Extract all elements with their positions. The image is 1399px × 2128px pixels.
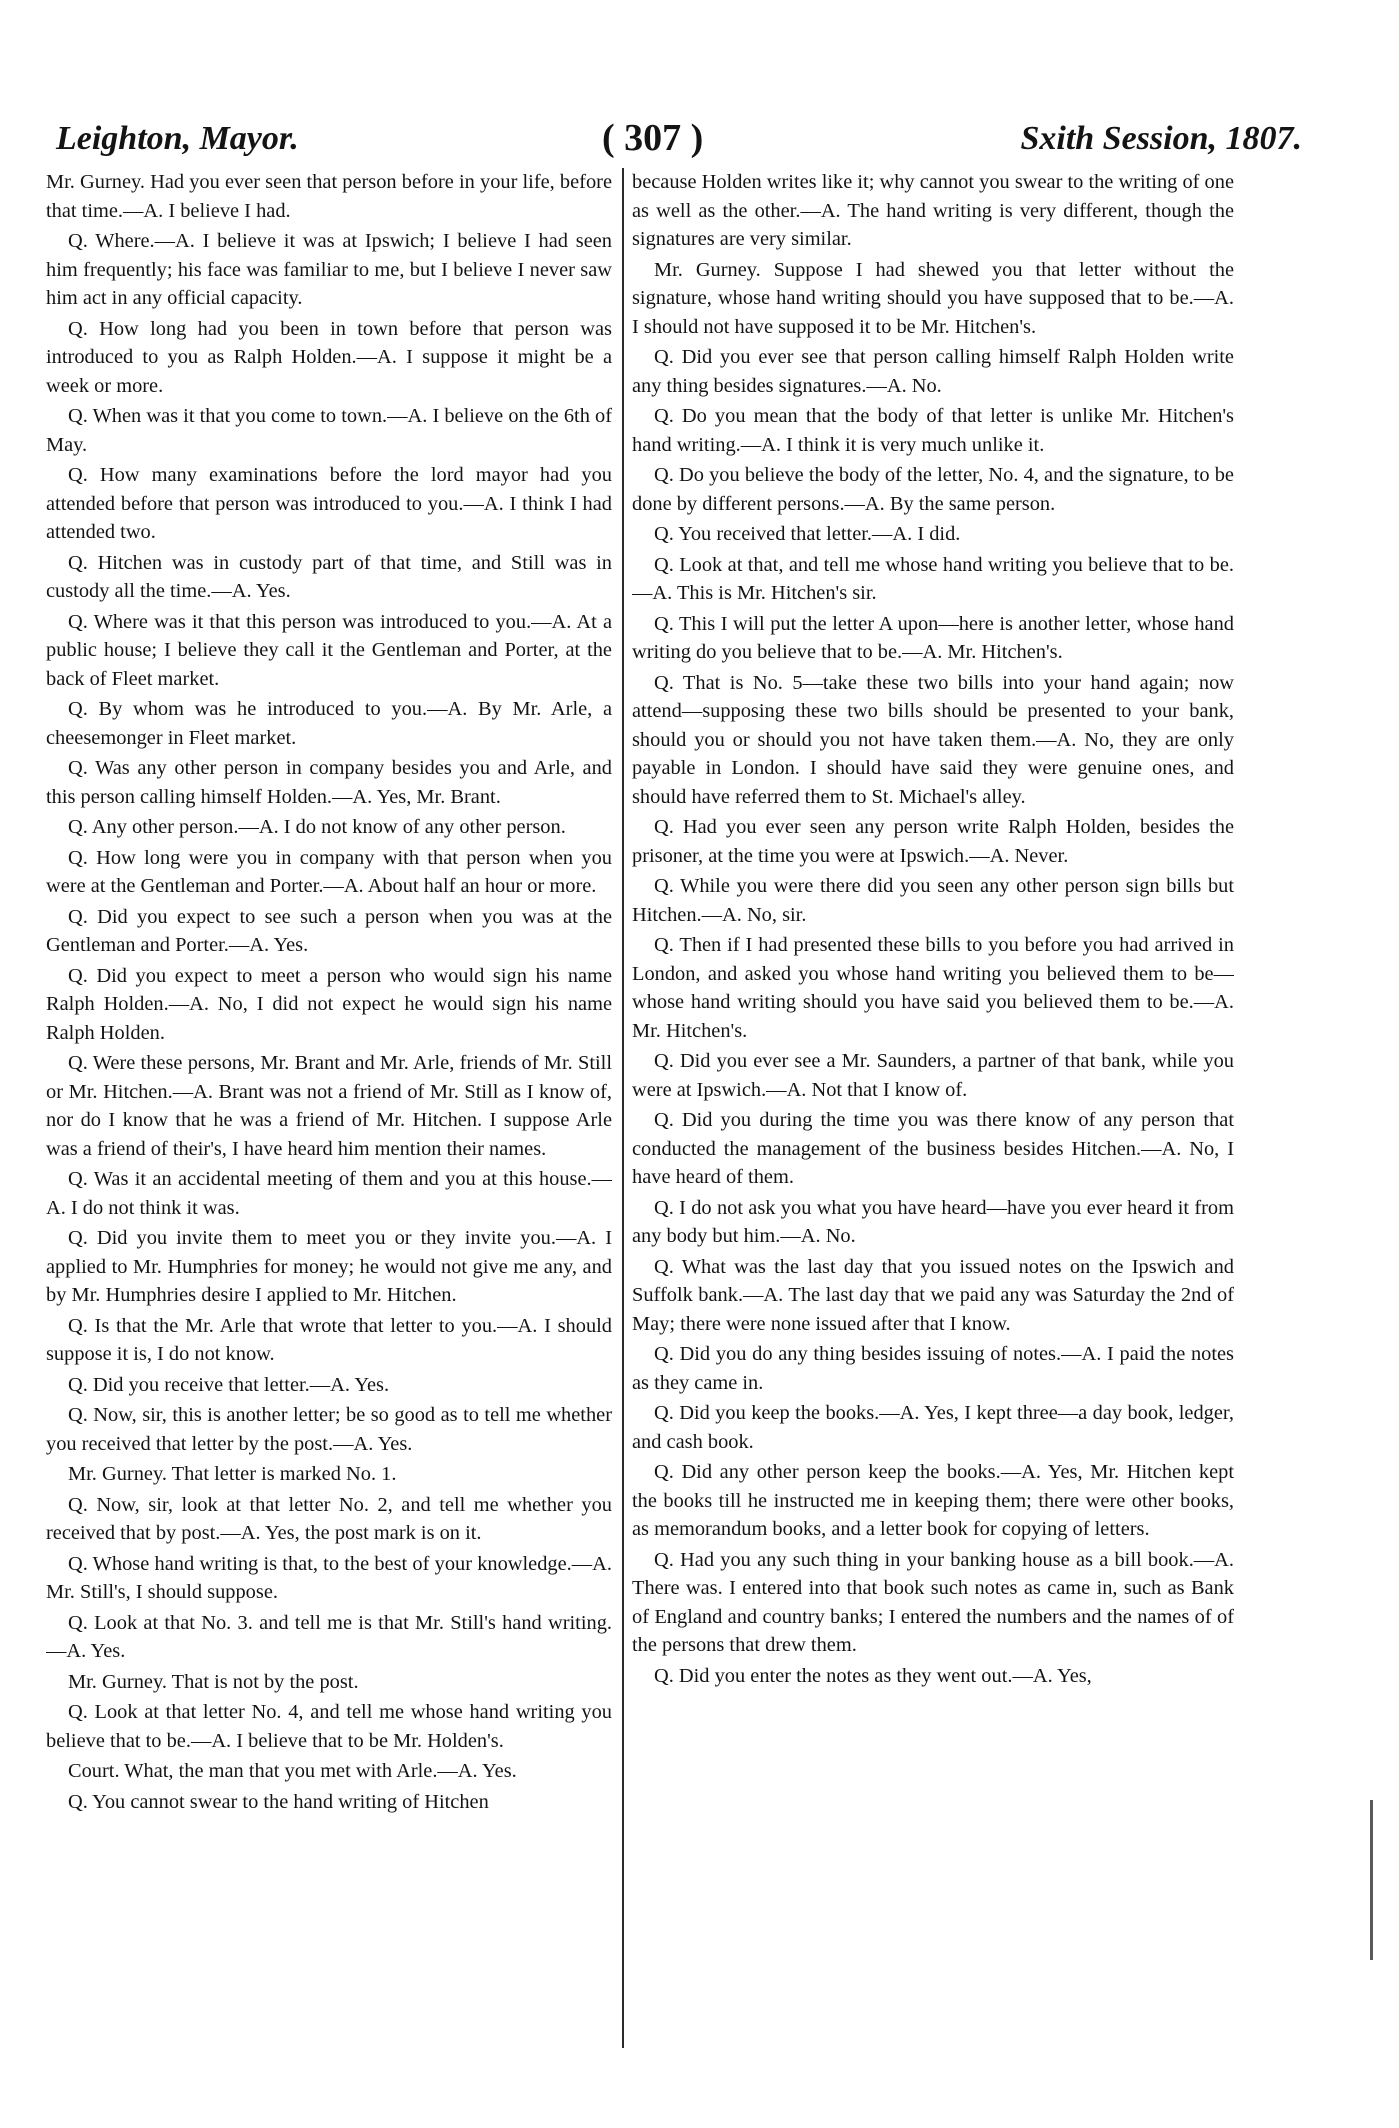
paragraph: Q. What was the last day that you issued notes on the Ipswich and Suffolk bank.—A. The last day that we paid any was Saturday the 2nd of May; there were none issued after that I know. [632, 1255, 1234, 1335]
paragraph: Mr. Gurney. That letter is marked No. 1. [68, 1463, 397, 1485]
paragraph: Q. Did you invite them to meet you or they invite you.—A. I applied to Mr. Humphries for money; he would not give me any, and by Mr. Humphries desire I applied to Mr. Hitchen. [46, 1227, 612, 1306]
paragraph: Q. Did you expect to see such a person when you was at the Gentleman and Porter.—A. Yes. [46, 905, 612, 956]
paragraph: Mr. Gurney. Had you ever seen that person before in your life, before that time.—A. I believe I had. [46, 171, 612, 222]
page-edge-mark [1370, 1800, 1373, 1960]
paragraph: Q. By whom was he introduced to you.—A. By Mr. Arle, a cheesemonger in Fleet market. [46, 698, 612, 749]
paragraph: Court. What, the man that you met with Arle.—A. Yes. [68, 1760, 517, 1782]
paragraph: Q. How long had you been in town before that person was introduced to you as Ralph Holden.—A. I suppose it might be a week or more. [46, 317, 612, 397]
paragraph: Q. Then if I had presented these bills to you before you had arrived in London, and asked you whose hand writing you believed them to be—whose hand writing should you have said you believed them to be.—A. Mr. Hitchen's. [632, 934, 1234, 1042]
right-column [632, 168, 1234, 2048]
paragraph: Q. That is No. 5—take these two bills into your hand again; now attend—supposing these two bills should be presented to your bank, should you or should you not have taken them.—A. No, they are only payable in London. I should have said they were genuine ones, and should have referred them to St. Michael's alley. [632, 671, 1234, 808]
paragraph: Q. Did you during the time you was there know of any person that conducted the management of the business besides Hitchen.—A. No, I have heard of them. [632, 1109, 1234, 1188]
paragraph: Q. Look at that letter No. 4, and tell me whose hand writing you believe that to be.—A. I believe that to be Mr. Holden's. [46, 1701, 612, 1752]
paragraph: Q. You cannot swear to the hand writing of Hitchen [68, 1790, 489, 1813]
paragraph: Q. You received that letter.—A. I did. [654, 523, 961, 545]
paragraph: Q. Did you receive that letter.—A. Yes. [68, 1373, 390, 1396]
page-number: ( 307 ) [602, 117, 704, 159]
paragraph: Q. Now, sir, look at that letter No. 2, and tell me whether you received that by post.—A. Yes, the post mark is on it. [46, 1493, 612, 1544]
running-header [52, 112, 1302, 168]
paragraph: Q. Did you ever see a Mr. Saunders, a partner of that bank, while you were at Ipswich.—A. Not that I know of. [632, 1050, 1234, 1101]
paragraph: Q. Had you any such thing in your banking house as a bill book.—A. There was. I entered into that book such notes as came in, such as Bank of England and country banks; I entered the numbers and the names of of the persons that drew them. [632, 1548, 1234, 1656]
paragraph: Q. Did you expect to meet a person who would sign his name Ralph Holden.—A. No, I did not expect he would sign his name Ralph Holden. [46, 964, 612, 1044]
paragraph: Mr. Gurney. That is not by the post. [68, 1670, 359, 1693]
paragraph: Q. Look at that, and tell me whose hand writing you believe that to be.—A. This is Mr. Hitchen's sir. [632, 553, 1234, 604]
paragraph: Q. Hitchen was in custody part of that time, and Still was in custody all the time.—A. Yes. [46, 551, 612, 602]
left-column [46, 168, 612, 2048]
column-divider [622, 168, 624, 2048]
paragraph: Q. Did you enter the notes as they went out.—A. Yes, [654, 1664, 1092, 1687]
paragraph: because Holden writes like it; why cannot you swear to the writing of one as well as the other.—A. The hand writing is very different, though the signatures are very similar. [632, 171, 1234, 250]
paragraph: Q. Whose hand writing is that, to the best of your knowledge.—A. Mr. Still's, I should suppose. [46, 1552, 612, 1603]
paragraph: Q. Did any other person keep the books.—A. Yes, Mr. Hitchen kept the books till he instructed me in keeping them; there were other books, as memorandum books, and a letter book for copying of letters. [632, 1461, 1234, 1540]
paragraph: Q. Was any other person in company besides you and Arle, and this person calling himself Holden.—A. Yes, Mr. Brant. [46, 757, 612, 808]
paragraph: Q. When was it that you come to town.—A. I believe on the 6th of May. [46, 405, 612, 456]
paragraph: Q. Did you ever see that person calling himself Ralph Holden write any thing besides signatures.—A. No. [632, 346, 1234, 397]
paragraph: Q. Was it an accidental meeting of them and you at this house.—A. I do not think it was. [46, 1168, 612, 1219]
paragraph: Q. Had you ever seen any person write Ralph Holden, besides the prisoner, at the time you were at Ipswich.—A. Never. [632, 816, 1234, 867]
paragraph: Q. I do not ask you what you have heard—have you ever heard it from any body but him.—A. No. [632, 1196, 1234, 1247]
paragraph: Q. Where.—A. I believe it was at Ipswich; I believe I had seen him frequently; his face was familiar to me, but I believe I never saw him act in any official capacity. [46, 230, 612, 309]
paragraph: Q. Where was it that this person was introduced to you.—A. At a public house; I believe they call it the Gentleman and Porter, at the back of Fleet market. [46, 610, 612, 690]
paragraph: Q. Now, sir, this is another letter; be so good as to tell me whether you received that letter by the post.—A. Yes. [46, 1404, 612, 1455]
paragraph: Q. Were these persons, Mr. Brant and Mr. Arle, friends of Mr. Still or Mr. Hitchen.—A. Brant was not a friend of Mr. Still as I know of, nor do I know that he was a friend of Mr. Hitchen. I suppose Arle was a friend of their's, I have heard him mention their names. [46, 1052, 612, 1160]
paragraph: Q. Do you mean that the body of that letter is unlike Mr. Hitchen's hand writing.—A. I think it is very much unlike it. [632, 405, 1234, 456]
paragraph: Q. Did you keep the books.—A. Yes, I kept three—a day book, ledger, and cash book. [632, 1402, 1234, 1453]
paragraph: Mr. Gurney. Suppose I had shewed you that letter without the signature, whose hand writing should you have supposed that to be.—A. I should not have supposed it to be Mr. Hitchen's. [632, 258, 1234, 338]
paragraph: Q. How long were you in company with that person when you were at the Gentleman and Porter.—A. About half an hour or more. [46, 846, 612, 897]
paragraph: Q. Is that the Mr. Arle that wrote that letter to you.—A. I should suppose it is, I do not know. [46, 1314, 612, 1365]
paragraph: Q. This I will put the letter A upon—here is another letter, whose hand writing do you believe that to be.—A. Mr. Hitchen's. [632, 612, 1234, 663]
paragraph: Q. Do you believe the body of the letter, No. 4, and the signature, to be done by different persons.—A. By the same person. [632, 464, 1234, 515]
paragraph: Q. While you were there did you seen any other person sign bills but Hitchen.—A. No, sir. [632, 875, 1234, 926]
paragraph: Q. Any other person.—A. I do not know of any other person. [68, 816, 566, 838]
header-left: Leighton, Mayor. [56, 120, 299, 157]
paragraph: Q. Did you do any thing besides issuing of notes.—A. I paid the notes as they came in. [632, 1343, 1234, 1394]
paragraph: Q. How many examinations before the lord mayor had you attended before that person was introduced to you.—A. I think I had attended two. [46, 464, 612, 543]
header-right: Sxith Session, 1807. [1020, 120, 1302, 157]
paragraph: Q. Look at that No. 3. and tell me is that Mr. Still's hand writing.—A. Yes. [46, 1611, 612, 1662]
